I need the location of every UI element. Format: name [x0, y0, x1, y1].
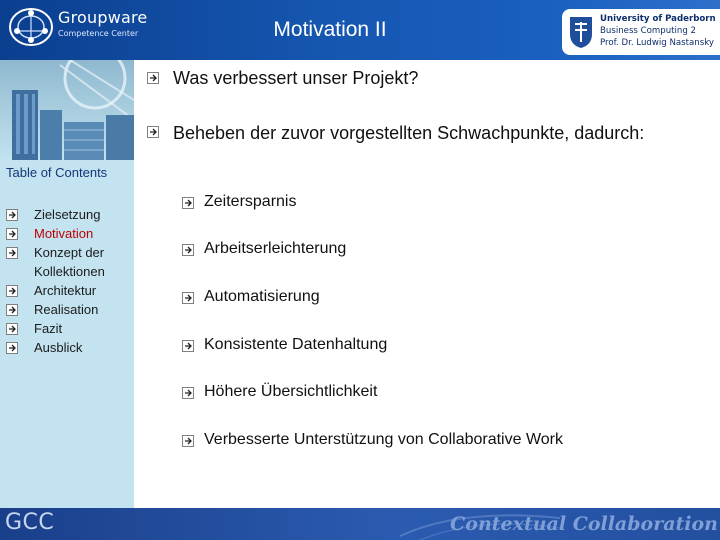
- arrow-right-box-icon: [6, 323, 18, 335]
- toc-item-ausblick[interactable]: [4, 338, 134, 357]
- building-photo-image: [0, 60, 134, 160]
- sidebar: [0, 60, 134, 508]
- arrow-right-box-icon: [147, 72, 159, 84]
- university-crest-icon: [567, 14, 595, 50]
- header-bar: [0, 0, 720, 60]
- arrow-right-box-icon: [182, 244, 194, 256]
- university-department: Business Computing 2: [600, 26, 697, 36]
- benefit-label: Konsistente Datenhaltung: [204, 336, 388, 353]
- university-name: University of Paderborn: [600, 14, 716, 24]
- arrow-right-box-icon: [6, 228, 18, 240]
- arrow-right-box-icon: [6, 285, 18, 297]
- arrow-right-box-icon: [6, 304, 18, 316]
- benefit-label: Zeitersparnis: [204, 193, 297, 210]
- toc-item-motivation[interactable]: [4, 224, 134, 243]
- toc-item-fazit[interactable]: [4, 319, 134, 338]
- footer-tagline: Contextual Collaboration: [450, 513, 718, 535]
- benefit-label: Höhere Übersichtlichkeit: [204, 383, 378, 400]
- benefit-label: Automatisierung: [204, 288, 320, 305]
- toc-item-konzept[interactable]: [4, 243, 134, 281]
- arrow-right-box-icon: [182, 387, 194, 399]
- toc-item-realisation[interactable]: [4, 300, 134, 319]
- toc-item-label: Zielsetzung: [34, 207, 101, 222]
- question-heading: Was verbessert unser Projekt?: [173, 68, 419, 88]
- brand-name: Groupware: [58, 8, 148, 27]
- university-professor: Prof. Dr. Ludwig Nastansky: [600, 38, 714, 48]
- footer-bar: [0, 508, 720, 540]
- arrow-right-box-icon: [182, 197, 194, 209]
- toc-item-label: Ausblick: [34, 340, 83, 355]
- arrow-right-box-icon: [6, 247, 18, 259]
- university-badge: [562, 9, 720, 55]
- toc-item-architektur[interactable]: [4, 281, 134, 300]
- problem-statement: Beheben der zuvor vorgestellten Schwachpunkte, dadurch:: [173, 123, 645, 143]
- arrow-right-box-icon: [182, 340, 194, 352]
- benefit-label: Arbeitserleichterung: [204, 240, 347, 257]
- arrow-right-box-icon: [182, 292, 194, 304]
- toc-item-label: Motivation: [34, 226, 94, 241]
- toc-item-zielsetzung[interactable]: [4, 205, 134, 224]
- arrow-right-box-icon: [147, 126, 159, 138]
- toc-item-label: Realisation: [34, 302, 99, 317]
- toc-list: [4, 205, 134, 357]
- arrow-right-box-icon: [6, 209, 18, 221]
- toc-item-label: Fazit: [34, 321, 63, 336]
- groupware-logo-icon: [8, 7, 54, 47]
- toc-item-label: Architektur: [34, 283, 97, 298]
- arrow-right-box-icon: [182, 435, 194, 447]
- brand-subtitle: Competence Center: [58, 29, 139, 38]
- main-content: [134, 60, 720, 508]
- toc-item-label: Konzept der Kollektionen: [34, 245, 105, 279]
- toc-title: Table of Contents: [6, 165, 108, 180]
- gcc-logo: GCC: [5, 510, 55, 535]
- arrow-right-box-icon: [6, 342, 18, 354]
- benefit-label: Verbesserte Unterstützung von Collaborative Work: [204, 431, 563, 448]
- slide-title: Motivation II: [273, 18, 387, 41]
